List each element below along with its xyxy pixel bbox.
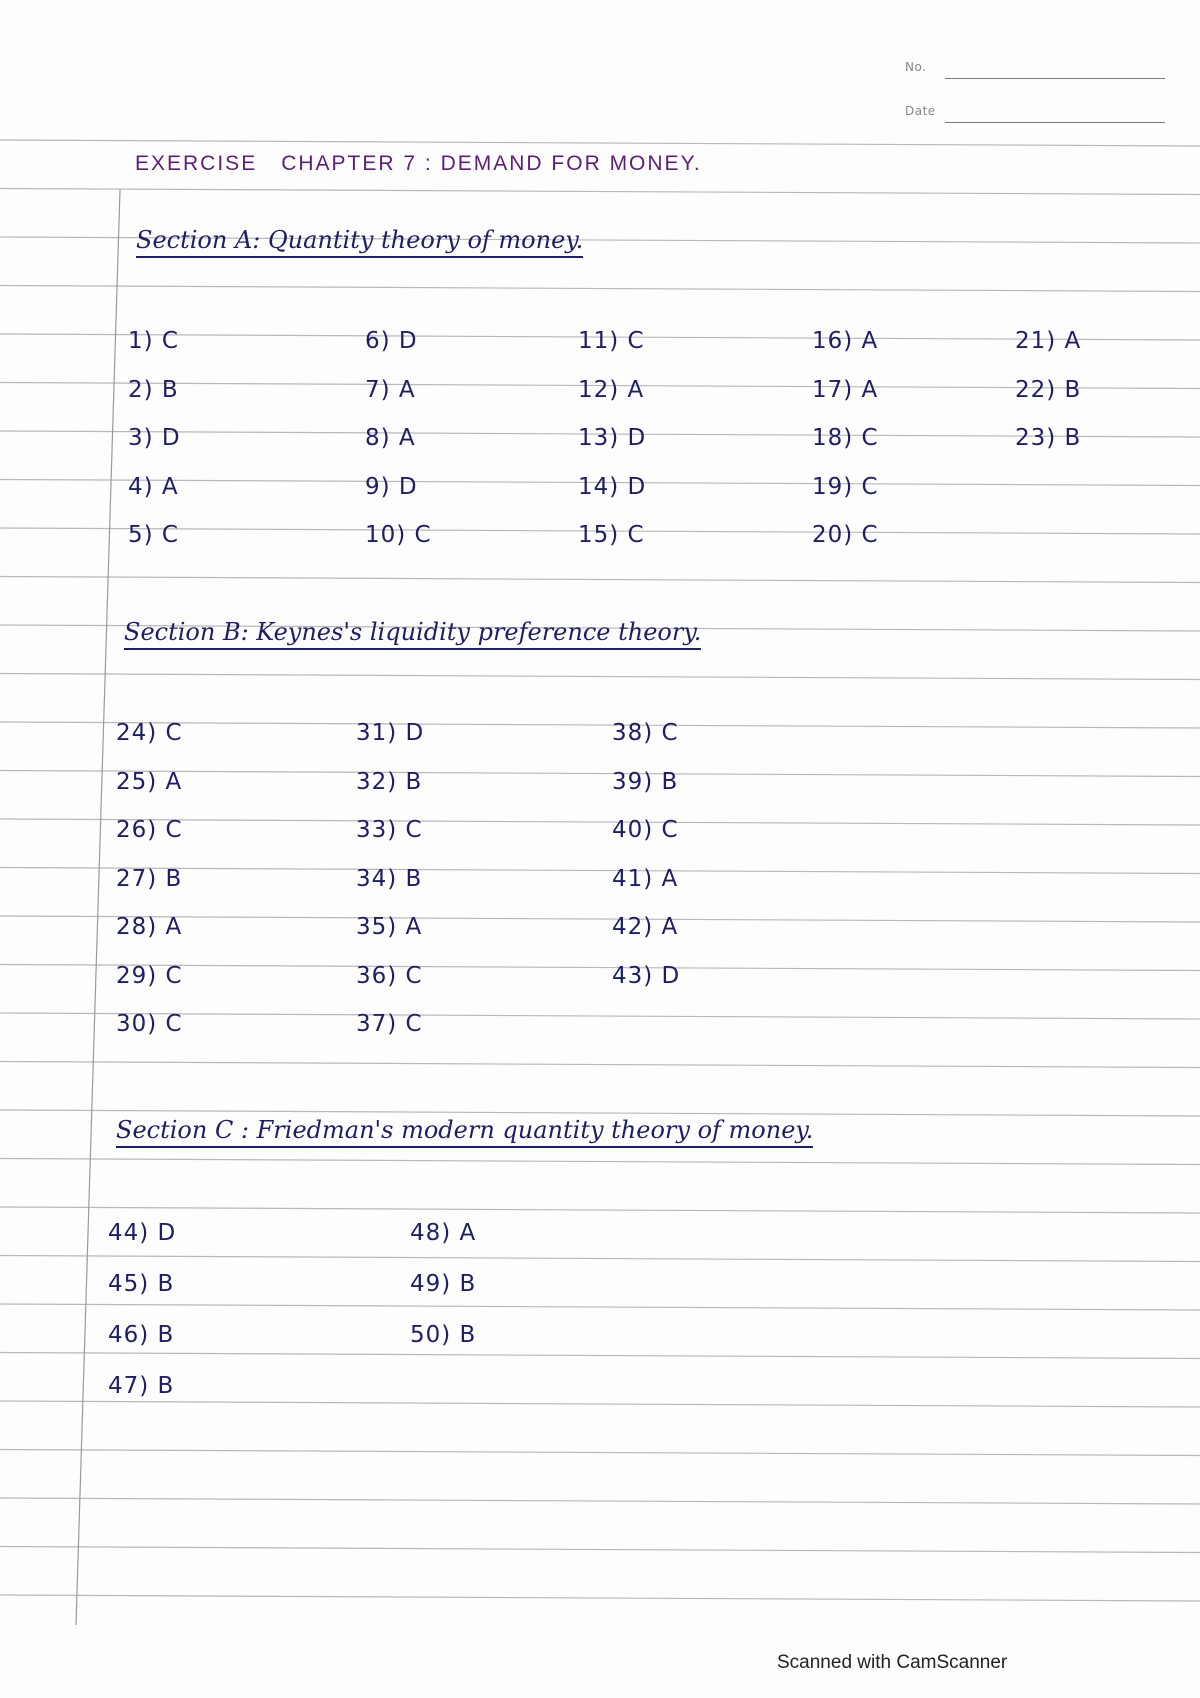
answer-item: 34) B: [356, 865, 423, 892]
ruled-line: [0, 1159, 1200, 1165]
answer-item: 13) D: [578, 425, 647, 451]
answer-item: 39) B: [612, 768, 679, 795]
ruled-line: [0, 1498, 1200, 1504]
page-title: [135, 152, 726, 176]
no-label: No.: [905, 60, 927, 74]
answer-item: 10) C: [365, 522, 432, 548]
answer-item: 40) C: [612, 817, 679, 843]
answer-item: 43) D: [612, 962, 681, 989]
answer-item: 42) A: [612, 914, 679, 940]
answer-item: 24) C: [116, 720, 183, 746]
answer-item: 28) A: [116, 914, 183, 940]
answer-item: 36) C: [356, 962, 423, 989]
ruled-line: [0, 577, 1200, 583]
answer-item: 14) D: [578, 473, 647, 500]
title-exercise: EXERCISE: [135, 152, 258, 175]
answer-item: 22) B: [1015, 376, 1082, 403]
ruled-line: [0, 286, 1200, 292]
answer-item: 2) B: [128, 376, 179, 403]
section-heading: Section A: Quantity theory of money.: [136, 226, 583, 258]
answer-item: 47) B: [108, 1373, 175, 1399]
section-heading: Section C : Friedman's modern quantity theory of money.: [116, 1116, 813, 1148]
answer-item: 9) D: [365, 473, 418, 500]
answer-item: 46) B: [108, 1322, 175, 1348]
answer-item: 38) C: [612, 720, 679, 746]
margin-line: [76, 190, 120, 1625]
answer-item: 6) D: [365, 328, 418, 354]
title-chapter: CHAPTER 7 : DEMAND FOR MONEY.: [281, 152, 702, 175]
ruled-line: [0, 1256, 1200, 1262]
ruled-line: [0, 1547, 1200, 1553]
ruled-line: [0, 1207, 1200, 1213]
answer-item: 29) C: [116, 962, 183, 989]
answer-item: 30) C: [116, 1011, 183, 1037]
answer-item: 25) A: [116, 768, 183, 795]
answer-item: 4) A: [128, 473, 179, 500]
answer-item: 21) A: [1015, 328, 1082, 354]
answer-item: 3) D: [128, 425, 181, 451]
answer-item: 19) C: [812, 473, 879, 500]
ruled-line: [0, 1595, 1200, 1601]
answer-item: 23) B: [1015, 425, 1082, 451]
answer-item: 49) B: [410, 1271, 477, 1297]
ruled-line: [0, 1062, 1200, 1068]
section-heading: Section B: Keynes's liquidity preference theory.: [124, 618, 701, 650]
ruled-line: [0, 1401, 1200, 1407]
answer-item: 16) A: [812, 328, 879, 354]
date-label: Date: [905, 104, 936, 118]
answer-item: 15) C: [578, 522, 645, 548]
answer-item: 11) C: [578, 328, 645, 354]
answer-item: 1) C: [128, 328, 179, 354]
answer-item: 37) C: [356, 1011, 423, 1037]
ruled-line: [0, 674, 1200, 680]
answer-item: 44) D: [108, 1220, 177, 1246]
ruled-line: [0, 140, 1200, 146]
answer-item: 8) A: [365, 425, 416, 451]
answer-item: 26) C: [116, 817, 183, 843]
answer-item: 31) D: [356, 720, 425, 746]
answer-item: 5) C: [128, 522, 179, 548]
answer-item: 41) A: [612, 865, 679, 892]
ruled-line: [0, 1304, 1200, 1310]
answer-item: 20) C: [812, 522, 879, 548]
ruled-line: [0, 1353, 1200, 1359]
answer-item: 18) C: [812, 425, 879, 451]
no-line: [945, 78, 1165, 79]
answer-item: 7) A: [365, 376, 416, 403]
answer-item: 32) B: [356, 768, 423, 795]
answer-item: 12) A: [578, 376, 645, 403]
ruled-line: [0, 1450, 1200, 1456]
ruled-line: [0, 189, 1200, 195]
answer-item: 48) A: [410, 1220, 477, 1246]
answer-item: 27) B: [116, 865, 183, 892]
answer-item: 35) A: [356, 914, 423, 940]
answer-item: 33) C: [356, 817, 423, 843]
answer-item: 17) A: [812, 376, 879, 403]
answer-item: 45) B: [108, 1271, 175, 1297]
answer-item: 50) B: [410, 1322, 477, 1348]
scanner-watermark: Scanned with CamScanner: [777, 1652, 1008, 1673]
date-line: [945, 122, 1165, 123]
